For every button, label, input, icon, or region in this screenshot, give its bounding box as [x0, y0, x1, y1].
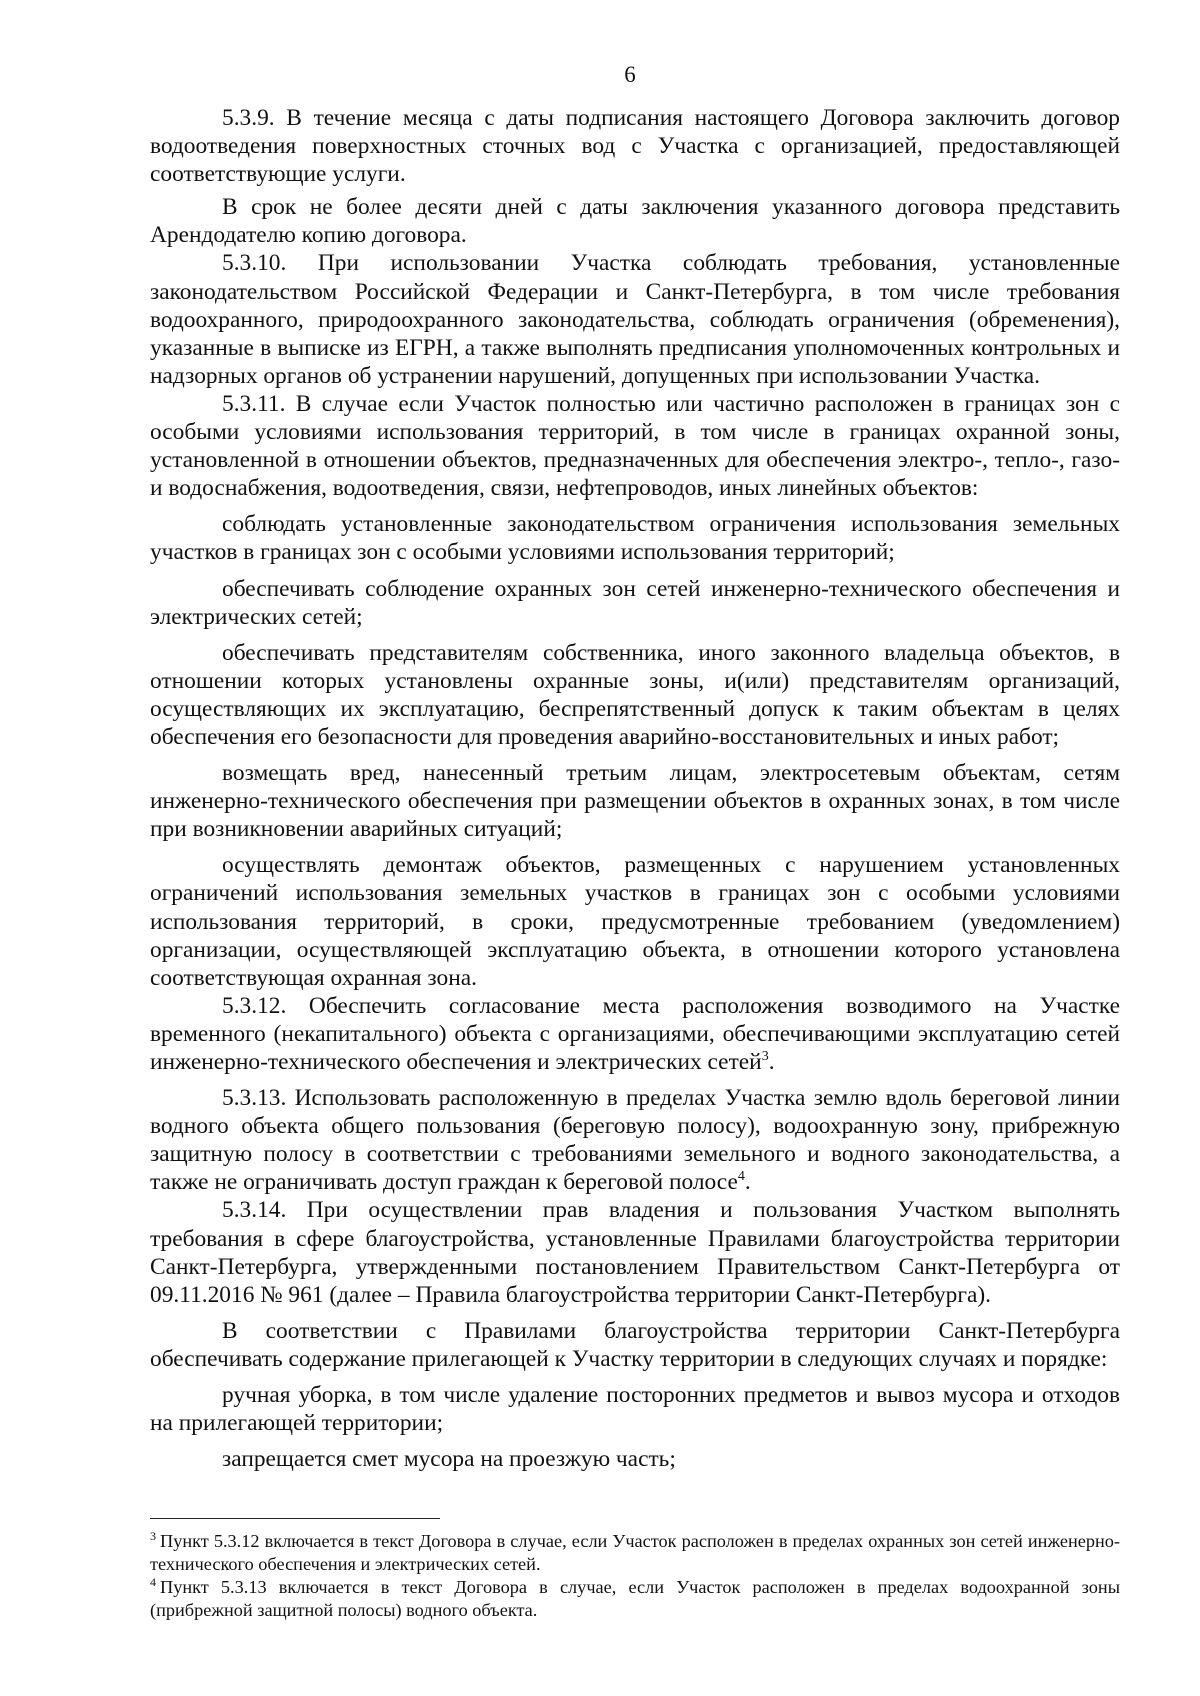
- footnote-4: [150, 1576, 1120, 1622]
- footnote-3-text: Пункт 5.3.12 включается в текст Договора в случае, если Участок расположен в пределах охранных зон сетей инженерно-технического обеспечения и электрических сетей.: [150, 1531, 1120, 1574]
- clause-5-3-12: 5.3.12. Обеспечить согласование места расположения возводимого на Участке временного (некапитального) объекта с организациями, обеспечивающими эксплуатацию сетей инженерно-технического обеспечения и электрических сетей$^3$.: [150, 992, 1120, 1075]
- document-body: [150, 104, 1120, 1473]
- list-item-restrictions: соблюдать установленные законодательством ограничения использования земельных участков в границах зон с особыми условиями использования территорий;: [150, 511, 1120, 566]
- clause-5-3-13: 5.3.13. Использовать расположенную в пределах Участка землю вдоль береговой линии водного объекта общего пользования (береговую полосу), водоохранную зону, прибрежную защитную полосу в соответствии с требованиями земельного и водного законодательства, а также не ограничивать доступ граждан к береговой полосе$^4$.: [150, 1085, 1120, 1196]
- footnote-4-text: Пункт 5.3.13 включается в текст Договора в случае, если Участок расположен в пределах водоохранной зоны (прибрежной защитной полосы) водного объекта.: [150, 1577, 1120, 1620]
- list-item-manual-cleaning: ручная уборка, в том числе удаление посторонних предметов и вывоз мусора и отходов на прилегающей территории;: [150, 1382, 1120, 1437]
- footnote-separator: [150, 1518, 440, 1519]
- paragraph-adjacent-territory: В соответствии с Правилами благоустройства территории Санкт-Петербурга обеспечивать содержание прилегающей к Участку территории в следующих случаях и порядке:: [150, 1317, 1120, 1372]
- footnote-ref-4: 4: [737, 1169, 745, 1185]
- footnote-number-4: 4: [150, 1575, 156, 1589]
- paragraph-copy-of-contract: В срок не более десяти дней с даты заключения указанного договора представить Арендодателю копию договора.: [150, 194, 1120, 249]
- footnote-number-3: 3: [150, 1529, 156, 1543]
- clause-5-3-10: 5.3.10. При использовании Участка соблюдать требования, установленные законодательством Российской Федерации и Санкт-Петербурга, в том числе требования водоохранного, природоохранного законодательства, соблюдать ограничения (обременения), указанные в выписке из ЕГРН, а также выполнять предписания уполномоченных контрольных и надзорных органов об устранении нарушений, допущенных при использовании Участка.: [150, 250, 1120, 389]
- clause-5-3-12-text: 5.3.12. Обеспечить согласование места расположения возводимого на Участке временного (некапитального) объекта с организациями, обеспечивающими эксплуатацию сетей инженерно-технического обеспечения и электрических сетей: [150, 992, 1120, 1075]
- list-item-protected-zones: обеспечивать соблюдение охранных зон сетей инженерно-технического обеспечения и электрических сетей;: [150, 575, 1120, 630]
- footnotes: [150, 1530, 1120, 1622]
- clause-5-3-13-text: 5.3.13. Использовать расположенную в пределах Участка землю вдоль береговой линии водного объекта общего пользования (береговую полосу), водоохранную зону, прибрежную защитную полосу в соответствии с требованиями земельного и водного законодательства, а также не ограничивать доступ граждан к береговой полосе: [150, 1085, 1120, 1196]
- list-item-sweeping-prohibited: запрещается смет мусора на проезжую часть;: [222, 1446, 676, 1473]
- list-item-dismantling: осуществлять демонтаж объектов, размещенных с нарушением установленных ограничений использования земельных участков в границах зон с особыми условиями использования территорий, в сроки, предусмотренные требованием (уведомлением) организации, осуществляющей эксплуатацию объекта, в отношении которого установлена соответствующая охранная зона.: [150, 852, 1120, 991]
- clause-5-3-9: 5.3.9. В течение месяца с даты подписания настоящего Договора заключить договор водоотведения поверхностных сточных вод с Участка с организацией, предоставляющей соответствующие услуги.: [150, 105, 1120, 188]
- clause-5-3-14: 5.3.14. При осуществлении прав владения и пользования Участком выполнять требования в сфере благоустройства, установленные Правилами благоустройства территории Санкт-Петербурга, утвержденными постановлением Правительством Санкт-Петербурга от 09.11.2016 № 961 (далее – Правила благоустройства территории Санкт-Петербурга).: [150, 1197, 1120, 1308]
- footnote-ref-3: 3: [761, 1049, 769, 1064]
- clause-5-3-11: 5.3.11. В случае если Участок полностью или частично расположен в границах зон с особыми условиями использования территорий, в том числе в границах охранной зоны, установленной в отношении объектов, предназначенных для обеспечения электро-, тепло-, газо- и водоснабжения, водоотведения, связи, нефтепроводов, иных линейных объектов:: [150, 390, 1120, 502]
- list-item-damages: возмещать вред, нанесенный третьим лицам, электросетевым объектам, сетям инженерно-технического обеспечения при размещении объектов в охранных зонах, в том числе при возникновении аварийных ситуаций;: [150, 760, 1120, 843]
- page-number: 6: [624, 62, 636, 87]
- footnote-3: [150, 1530, 1120, 1576]
- list-item-access: обеспечивать представителям собственника, иного законного владельца объектов, в отношении которых установлены охранные зоны, и(или) представителям организаций, осуществляющих их эксплуатацию, беспрепятственный допуск к таким объектам в целях обеспечения его безопасности для проведения аварийно-восстановительных и иных работ;: [150, 639, 1120, 750]
